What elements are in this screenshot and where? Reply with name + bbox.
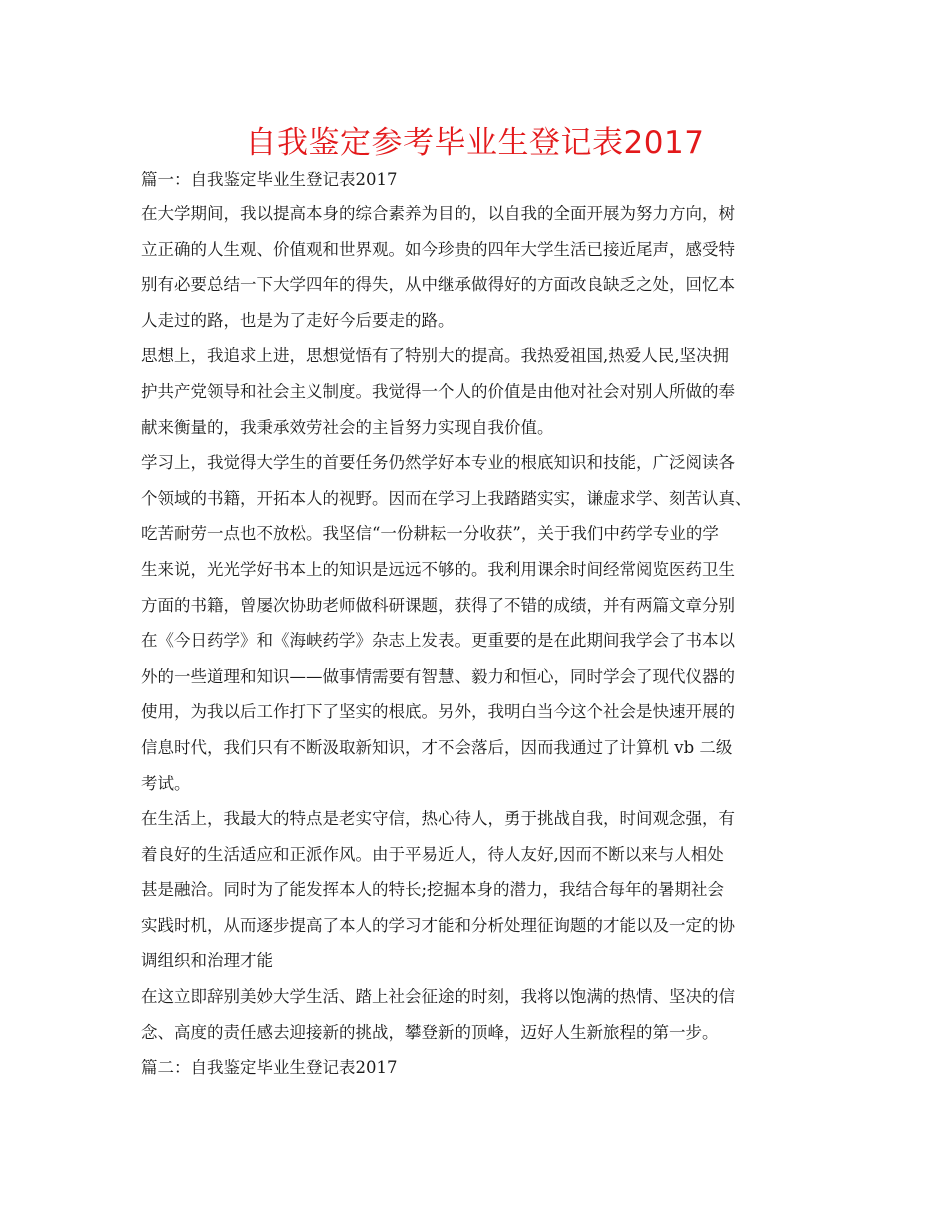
paragraph-line: 使用，为我以后工作打下了坚实的根底。另外，我明白当今这个社会是快速开展的	[141, 702, 735, 722]
paragraph-line: 考试。	[141, 773, 191, 793]
paragraph-line: 学习上，我觉得大学生的首要任务仍然学好本专业的根底知识和技能，广泛阅读各	[141, 453, 735, 473]
paragraph	[141, 801, 813, 979]
paragraph	[141, 338, 813, 445]
section-heading-2: 篇二：自我鉴定毕业生登记表2017	[141, 1058, 398, 1078]
section-heading-1: 篇一：自我鉴定毕业生登记表2017	[141, 170, 398, 189]
paragraph-line: 在大学期间，我以提高本身的综合素养为目的，以自我的全面开展为努力方向，树	[141, 204, 735, 223]
paragraph-line: 吃苦耐劳一点也不放松。我坚信“一份耕耘一分收获”，关于我们中药学专业的学	[141, 524, 719, 544]
paragraph	[141, 196, 813, 338]
paragraph-line: 调组织和治理才能	[141, 951, 273, 971]
paragraph-line: 在生活上，我最大的特点是老实守信，热心待人，勇于挑战自我，时间观念强，有	[141, 809, 735, 829]
paragraph-line: 着良好的生活适应和正派作风。由于平易近人，待人友好,因而不断以来与人相处	[141, 844, 724, 864]
paragraph-line: 信息时代，我们只有不断汲取新知识，才不会落后，因而我通过了计算机 vb 二级	[141, 737, 733, 757]
paragraph-line: 方面的书籍，曾屡次协助老师做科研课题，获得了不错的成绩，并有两篇文章分别	[141, 595, 735, 615]
paragraph-line: 实践时机，从而逐步提高了本人的学习才能和分析处理征询题的才能以及一定的协	[141, 915, 735, 935]
paragraph-line: 生来说，光光学好书本上的知识是远远不够的。我利用课余时间经常阅览医药卫生	[141, 559, 735, 579]
paragraph-line: 念、高度的责任感去迎接新的挑战，攀登新的顶峰，迈好人生新旅程的第一步。	[141, 1022, 719, 1042]
paragraph	[141, 979, 813, 1050]
paragraph-line: 别有必要总结一下大学四年的得失，从中继承做得好的方面改良缺乏之处，回忆本	[141, 275, 735, 295]
paragraph-list	[141, 196, 813, 1050]
paragraph-line: 外的一些道理和知识——做事情需要有智慧、毅力和恒心，同时学会了现代仪器的	[141, 666, 735, 686]
paragraph-line: 思想上，我追求上进，思想觉悟有了特别大的提高。我热爱祖国,热爱人民,坚决拥	[141, 346, 729, 366]
document-title: 自我鉴定参考毕业生登记表2017	[245, 125, 705, 161]
paragraph-line: 人走过的路，也是为了走好今后要走的路。	[141, 310, 455, 330]
paragraph-line: 在这立即辞别美妙大学生活、踏上社会征途的时刻，我将以饱满的热情、坚决的信	[141, 987, 735, 1007]
paragraph-line: 个领域的书籍，开拓本人的视野。因而在学习上我踏踏实实，谦虚求学、刻苦认真、	[141, 488, 752, 508]
paragraph-line: 甚是融洽。同时为了能发挥本人的特长;挖掘本身的潜力，我结合每年的暑期社会	[141, 880, 725, 900]
paragraph-line: 护共产党领导和社会主义制度。我觉得一个人的价值是由他对社会对别人所做的奉	[141, 381, 735, 401]
paragraph-line: 在《今日药学》和《海峡药学》杂志上发表。更重要的是在此期间我学会了书本以	[141, 631, 735, 651]
document-body	[141, 166, 813, 1084]
paragraph-line: 献来衡量的，我秉承效劳社会的主旨努力实现自我价值。	[141, 417, 554, 437]
paragraph	[141, 445, 813, 801]
paragraph-line: 立正确的人生观、价值观和世界观。如今珍贵的四年大学生活已接近尾声，感受特	[141, 239, 735, 259]
